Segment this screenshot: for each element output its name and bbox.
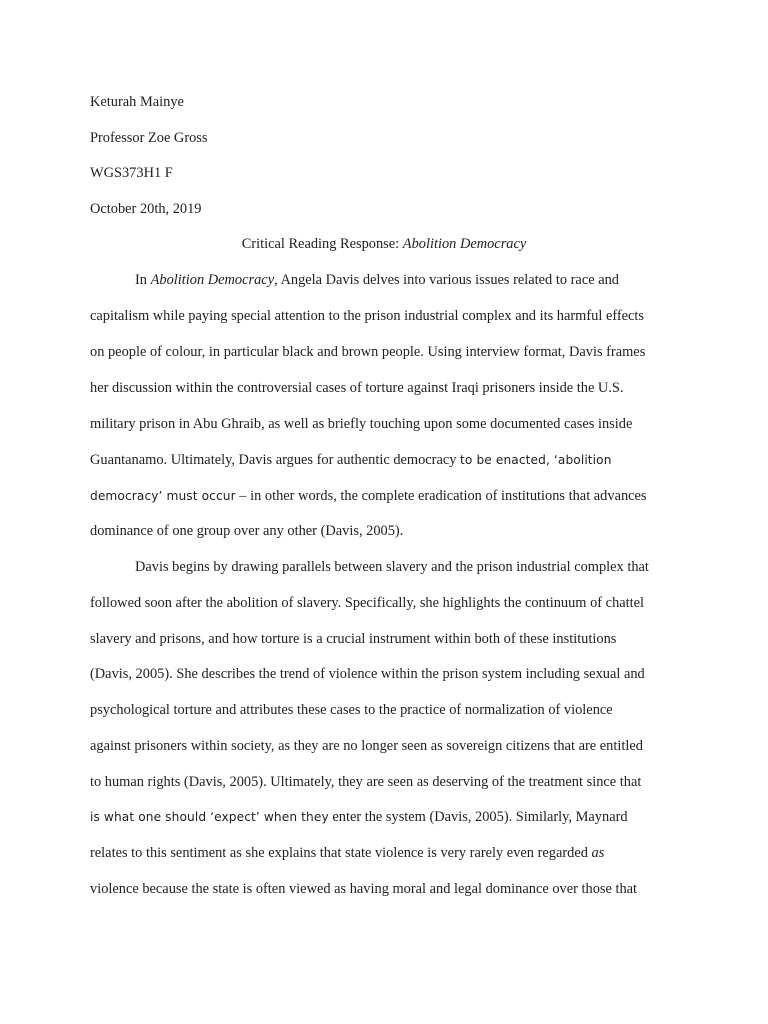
paragraph-2-line-1: Davis begins by drawing parallels between slavery and the prison industrial complex that: [135, 559, 649, 575]
paragraph-1-line-8: dominance of one group over any other (Davis, 2005).: [90, 523, 404, 539]
essay-title: [0, 235, 768, 253]
paragraph-1-line-6: [90, 451, 612, 469]
book-title: Abolition Democracy: [150, 272, 275, 288]
text-run: Guantanamo. Ultimately, Davis argues for authentic democracy: [90, 452, 461, 468]
paragraph-2-line-9: [90, 844, 604, 862]
text-run: to be enacted, ‘abolition: [460, 453, 612, 467]
paragraph-1-line-2: capitalism while paying special attention to the prison industrial complex and its harmful effects: [90, 308, 645, 324]
paragraph-2-line-6: against prisoners within society, as they are no longer seen as sovereign citizens that are entitled: [90, 738, 643, 754]
text-run: , Angela Davis delves into various issues related to race and: [274, 272, 619, 288]
emphasis-text: as: [591, 845, 605, 861]
paragraph-1-line-5: military prison in Abu Ghraib, as well as briefly touching upon some documented cases inside: [90, 416, 633, 432]
essay-date: October 20th, 2019: [90, 201, 202, 217]
paragraph-2-line-2: followed soon after the abolition of slavery. Specifically, she highlights the continuum of chattel: [90, 595, 645, 611]
paragraph-2-line-4: (Davis, 2005). She describes the trend of violence within the prison system including sexual and: [90, 666, 645, 682]
author-name: Keturah Mainye: [90, 94, 184, 110]
text-run: is what one should ‘expect’ when they: [90, 810, 329, 824]
text-run: democracy’ must occur: [90, 489, 236, 503]
paragraph-1-line-7: [90, 487, 647, 505]
professor-name: Professor Zoe Gross: [90, 130, 208, 146]
text-run: In: [135, 272, 151, 288]
text-run: relates to this sentiment as she explains that state violence is very rarely even regarded: [90, 845, 592, 861]
text-run: – in other words, the complete eradication of institutions that advances: [235, 488, 647, 504]
essay-title-italic: Abolition Democracy: [402, 236, 527, 252]
text-run: enter the system (Davis, 2005). Similarly, Maynard: [328, 809, 628, 825]
paragraph-1-line-4: her discussion within the controversial cases of torture against Iraqi prisoners inside the U.S.: [90, 380, 624, 396]
paragraph-1-line-3: on people of colour, in particular black and brown people. Using interview format, Davis frames: [90, 344, 646, 360]
paragraph-2-line-8: [90, 808, 628, 826]
paragraph-2-line-5: psychological torture and attributes these cases to the practice of normalization of violence: [90, 702, 613, 718]
paragraph-2-line-10: violence because the state is often viewed as having moral and legal dominance over those that: [90, 881, 638, 897]
essay-title-prefix: Critical Reading Response:: [241, 236, 403, 252]
paragraph-2-line-7: to human rights (Davis, 2005). Ultimately, they are seen as deserving of the treatment since that: [90, 774, 642, 790]
paragraph-1-line-1: [135, 271, 619, 289]
paragraph-2-line-3: slavery and prisons, and how torture is a crucial instrument within both of these institutions: [90, 631, 617, 647]
course-code: WGS373H1 F: [90, 165, 173, 181]
